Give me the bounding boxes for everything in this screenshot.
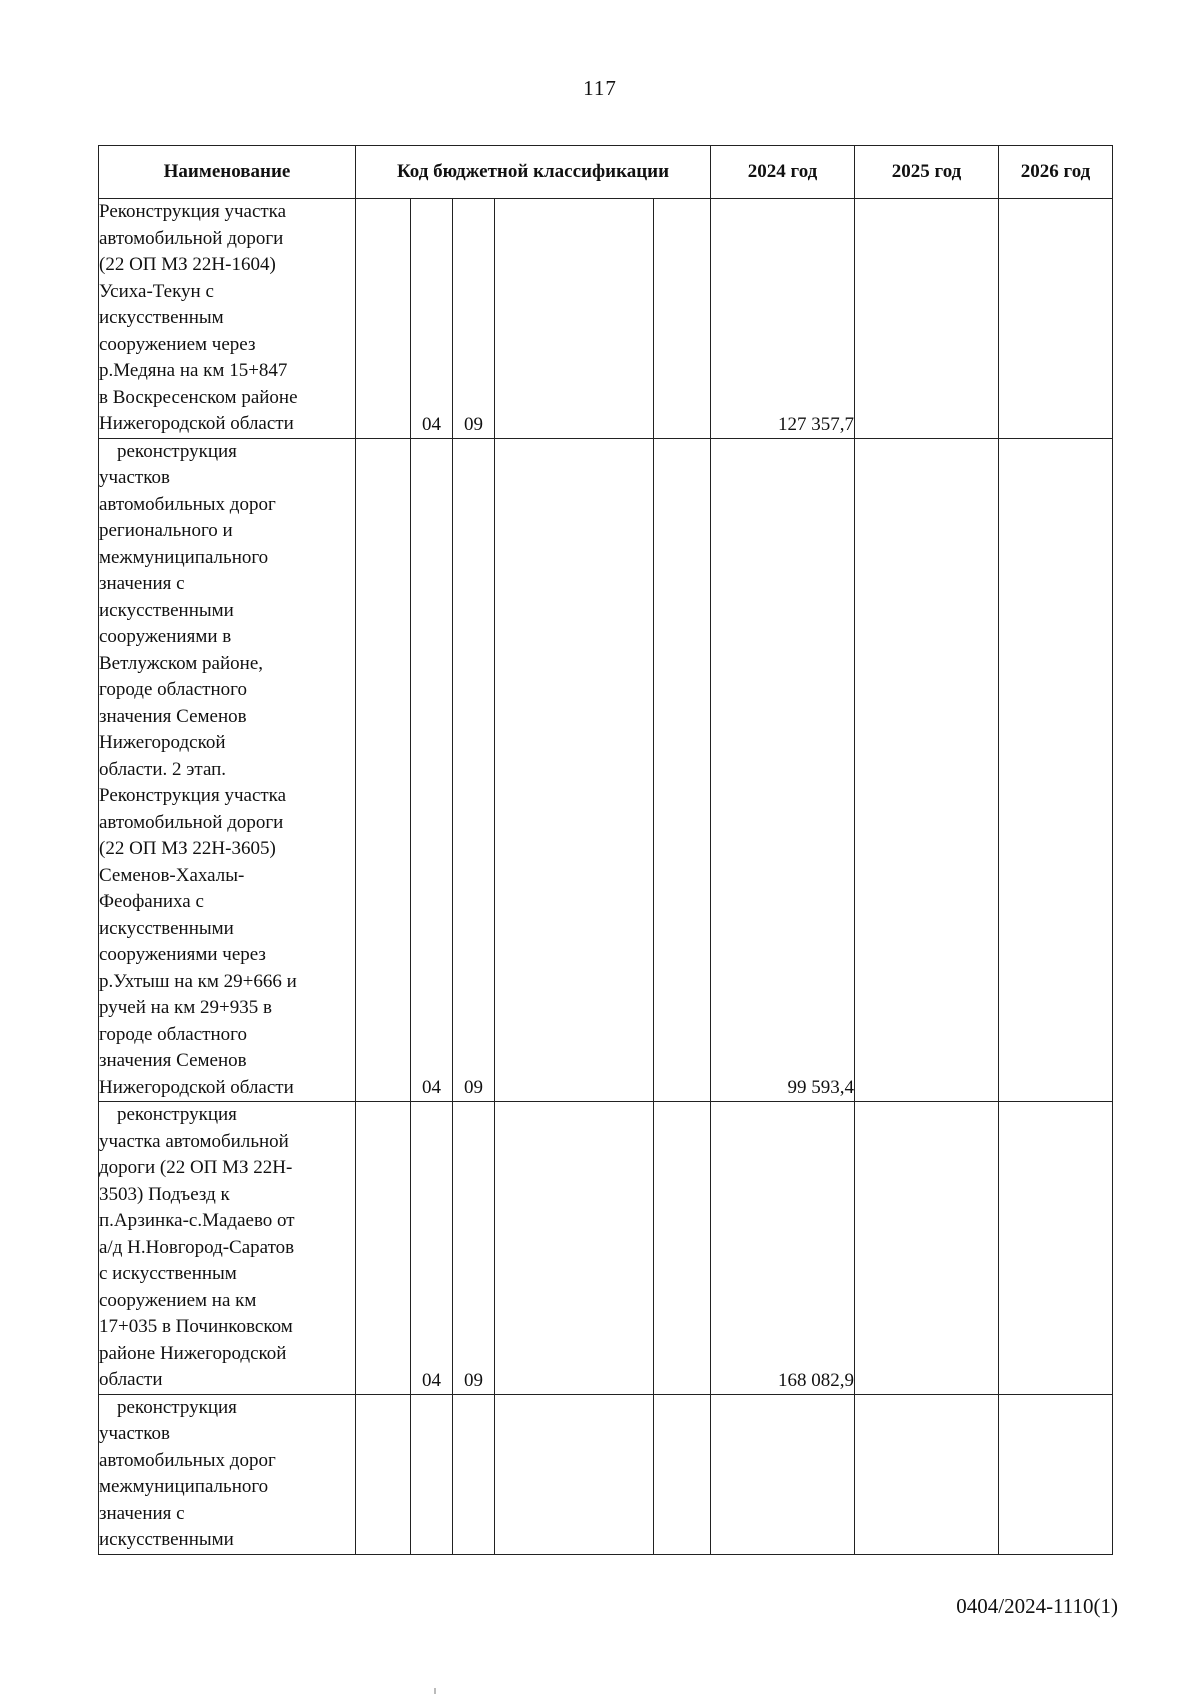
amount-2024: 168 082,9 xyxy=(711,1102,855,1395)
row-name-line: искусственным xyxy=(99,307,224,328)
amount-2025 xyxy=(855,199,999,439)
page-number: 117 xyxy=(583,76,617,100)
code-subsection: 09 xyxy=(453,199,495,439)
row-name-line: участков xyxy=(99,1423,170,1444)
header-code: Код бюджетной классификации xyxy=(356,146,711,199)
row-name-line: реконструкция xyxy=(117,1104,237,1125)
header-2024: 2024 год xyxy=(711,146,855,199)
code-section: 04 xyxy=(411,1102,453,1395)
row-name-line: области xyxy=(99,1369,163,1390)
amount-2025 xyxy=(855,438,999,1102)
amount-2024: 99 593,4 xyxy=(711,438,855,1102)
code-cell-empty xyxy=(495,199,654,439)
amount-2026 xyxy=(999,199,1113,439)
table-header-row xyxy=(99,146,1113,199)
row-name-line: Нижегородской области xyxy=(99,413,294,434)
row-name-line: Нижегородской xyxy=(99,732,226,753)
amount-2025 xyxy=(855,1394,999,1554)
row-name xyxy=(99,1102,356,1395)
row-name-line: участка автомобильной xyxy=(99,1130,289,1152)
code-cell-empty xyxy=(356,1394,411,1554)
code-cell-empty xyxy=(654,1394,711,1554)
row-name-line: р.Ухтыш на км 29+666 и xyxy=(99,970,297,992)
row-name-line: значения с xyxy=(99,573,185,594)
code-section xyxy=(411,1394,453,1554)
code-cell-empty xyxy=(654,1102,711,1395)
row-name-line: Ветлужском районе, xyxy=(99,652,264,674)
row-name-line: (22 ОП МЗ 22Н-3605) xyxy=(99,838,276,859)
code-section: 04 xyxy=(411,438,453,1102)
row-name-line: Усиха-Текун с xyxy=(99,280,214,302)
amount-2024 xyxy=(711,1394,855,1554)
amount-2025 xyxy=(855,1102,999,1395)
row-name-line: Семенов-Хахалы- xyxy=(99,864,245,886)
document-registration-number: 0404/2024-1110(1) xyxy=(956,1594,1118,1618)
header-name: Наименование xyxy=(99,146,356,199)
row-name-line: 17+035 в Починковском xyxy=(99,1316,293,1337)
amount-2026 xyxy=(999,1394,1113,1554)
row-name-line: п.Арзинка-с.Мадаево от xyxy=(99,1210,295,1231)
row-name-line: реконструкция xyxy=(117,1396,237,1418)
row-name-line: области. 2 этап. xyxy=(99,758,227,780)
table-row xyxy=(99,1394,1113,1554)
row-name xyxy=(99,438,356,1102)
code-cell-empty xyxy=(356,438,411,1102)
code-subsection: 09 xyxy=(453,1102,495,1395)
row-name-line: реконструкция xyxy=(117,440,237,462)
row-name-line: р.Медяна на км 15+847 xyxy=(99,360,288,381)
row-name-line: значения Семенов xyxy=(99,705,247,727)
code-cell-empty xyxy=(654,199,711,439)
budget-table xyxy=(98,145,1113,1555)
row-name-line: сооружениями в xyxy=(99,626,232,647)
row-name-line: искусственными xyxy=(99,1529,234,1550)
row-name xyxy=(99,1394,356,1554)
row-name-line: ручей на км 29+935 в xyxy=(99,997,272,1018)
row-name-line: сооружением на км xyxy=(99,1289,257,1311)
table-row xyxy=(99,199,1113,439)
row-name-line: автомобильной дороги xyxy=(99,811,284,833)
row-name-line: дороги (22 ОП МЗ 22Н- xyxy=(99,1157,293,1178)
row-name-line: регионального и xyxy=(99,520,233,541)
code-cell-empty xyxy=(495,438,654,1102)
row-name-line: межмуниципального xyxy=(99,546,269,568)
table-row xyxy=(99,1102,1113,1395)
amount-2024: 127 357,7 xyxy=(711,199,855,439)
row-name-line: с искусственным xyxy=(99,1263,237,1284)
row-name-line: искусственными xyxy=(99,599,234,621)
row-name-line: межмуниципального xyxy=(99,1476,269,1497)
row-name-line: сооружением через xyxy=(99,333,256,355)
code-cell-empty xyxy=(495,1102,654,1395)
row-name xyxy=(99,199,356,439)
scan-artifact xyxy=(434,1688,436,1694)
row-name-line: значения Семенов xyxy=(99,1050,247,1071)
row-name-line: а/д Н.Новгород-Саратов xyxy=(99,1236,295,1258)
row-name-line: искусственными xyxy=(99,917,234,939)
row-name-line: 3503) Подъезд к xyxy=(99,1183,230,1205)
row-name-line: в Воскресенском районе xyxy=(99,386,298,408)
row-name-line: участков xyxy=(99,467,170,488)
row-name-line: автомобильных дорог xyxy=(99,493,276,515)
row-name-line: городе областного xyxy=(99,1023,247,1045)
row-name-line: Феофаниха с xyxy=(99,891,204,912)
row-name-line: Нижегородской области xyxy=(99,1076,294,1098)
amount-2026 xyxy=(999,1102,1113,1395)
row-name-line: автомобильной дороги xyxy=(99,227,284,249)
row-name-line: районе Нижегородской xyxy=(99,1342,287,1364)
header-2025: 2025 год xyxy=(855,146,999,199)
code-subsection: 09 xyxy=(453,438,495,1102)
code-cell-empty xyxy=(495,1394,654,1554)
table-row xyxy=(99,438,1113,1102)
row-name-line: сооружениями через xyxy=(99,944,266,965)
code-cell-empty xyxy=(356,1102,411,1395)
code-cell-empty xyxy=(654,438,711,1102)
code-subsection xyxy=(453,1394,495,1554)
row-name-line: автомобильных дорог xyxy=(99,1449,276,1471)
row-name-line: (22 ОП МЗ 22Н-1604) xyxy=(99,254,276,275)
code-cell-empty xyxy=(356,199,411,439)
amount-2026 xyxy=(999,438,1113,1102)
header-2026: 2026 год xyxy=(999,146,1113,199)
row-name-line: Реконструкция участка xyxy=(99,785,287,806)
row-name-line: городе областного xyxy=(99,679,247,700)
row-name-line: Реконструкция участка xyxy=(99,201,287,222)
row-name-line: значения с xyxy=(99,1502,185,1524)
code-section: 04 xyxy=(411,199,453,439)
